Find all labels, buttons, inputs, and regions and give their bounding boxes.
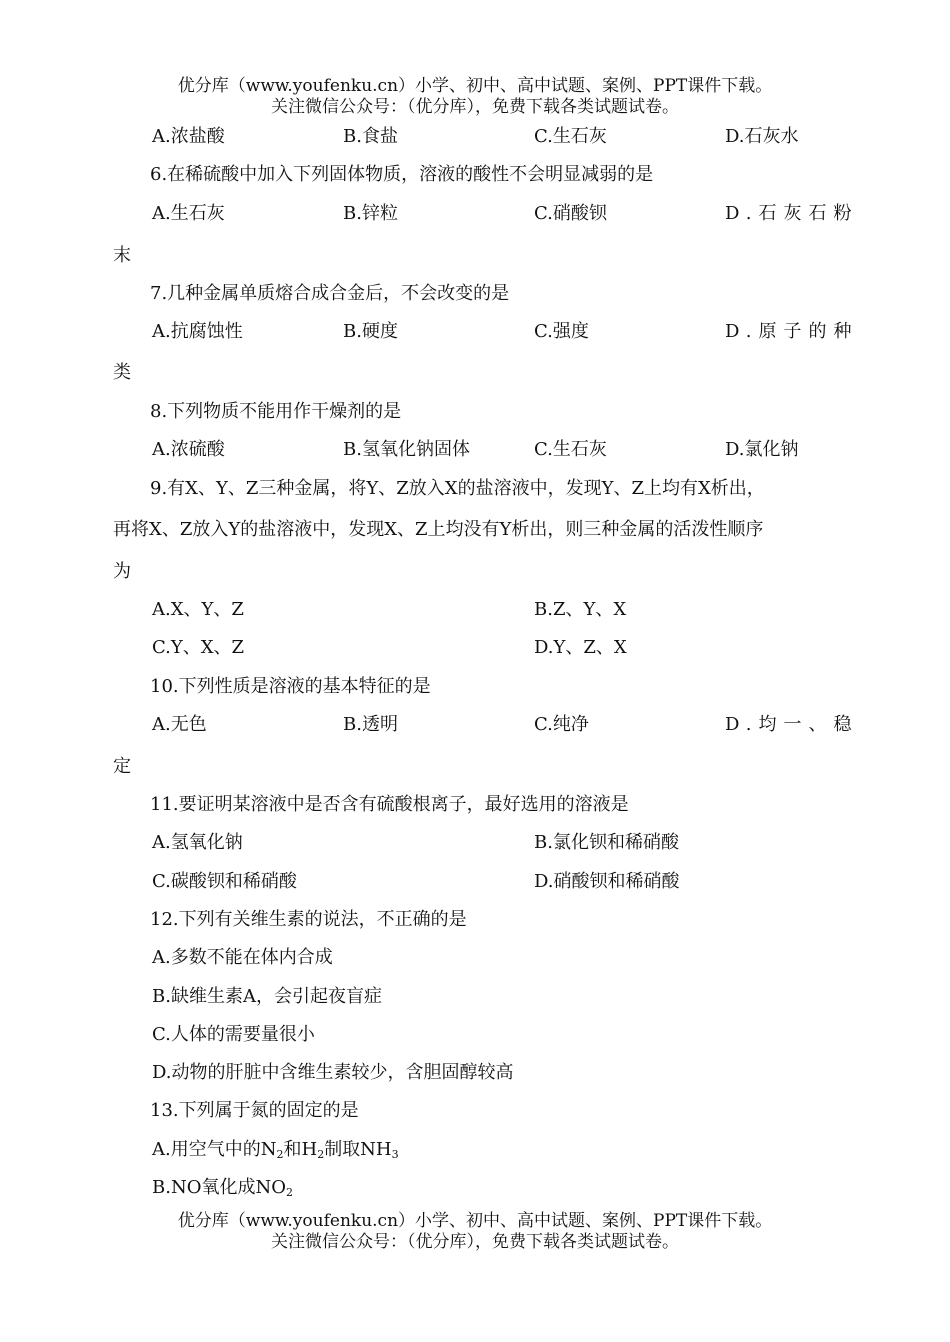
q5-option-c: C.生石灰: [534, 126, 607, 147]
q12-option-b: B.缺维生素A，会引起夜盲症: [152, 986, 382, 1007]
q12-stem: 12.下列有关维生素的说法，不正确的是: [150, 909, 467, 930]
q13-option-a: A.用空气中的$N_2$和$H_2$制取$NH_3$: [152, 1139, 399, 1161]
q6-stem: 6.在稀硫酸中加入下列固体物质，溶液的酸性不会明显减弱的是: [150, 164, 654, 185]
q9-stem-line-2: 再将X、Z放入Y的盐溶液中，发现X、Z上均没有Y析出，则三种金属的活泼性顺序: [113, 519, 764, 540]
q7-stem: 7.几种金属单质熔合成合金后，不会改变的是: [150, 283, 510, 304]
q9-stem-line-3: 为: [113, 561, 131, 582]
q10-option-b: B.透明: [343, 714, 398, 735]
q11-stem: 11.要证明某溶液中是否含有硫酸根离子，最好选用的溶液是: [150, 794, 629, 815]
q7-option-d: D.原子的种: [725, 321, 859, 342]
q12-option-c: C.人体的需要量很小: [152, 1024, 315, 1045]
q6-option-b: B.锌粒: [343, 203, 398, 224]
q5-option-d: D.石灰水: [725, 126, 799, 147]
q13-stem: 13.下列属于氮的固定的是: [150, 1100, 359, 1121]
q5-option-b: B.食盐: [343, 126, 398, 147]
q10-option-a: A.无色: [152, 714, 207, 735]
page-header: [0, 76, 950, 118]
q11-option-a: A.氢氧化钠: [152, 832, 243, 853]
q8-option-c: C.生石灰: [534, 439, 607, 460]
q9-option-a: A.X、Y、Z: [152, 599, 244, 620]
q6-option-d: D.石灰石粉: [725, 203, 859, 224]
q6-option-a: A.生石灰: [152, 203, 225, 224]
q8-option-b: B.氢氧化钠固体: [343, 439, 470, 460]
q11-option-c: C.碳酸钡和稀硝酸: [152, 871, 297, 892]
q6-option-c: C.硝酸钡: [534, 203, 607, 224]
q8-option-d: D.氯化钠: [725, 439, 799, 460]
q9-option-c: C.Y、X、Z: [152, 637, 245, 658]
footer-line-1: 优分库（www.youfenku.cn）小学、初中、高中试题、案例、PPT课件下载。: [177, 1211, 773, 1231]
q10-stem: 10.下列性质是溶液的基本特征的是: [150, 676, 431, 697]
q8-option-a: A.浓硫酸: [152, 439, 225, 460]
q7-option-d-continued: 类: [113, 362, 131, 383]
header-line-1: 优分库（www.youfenku.cn）小学、初中、高中试题、案例、PPT课件下载。: [177, 76, 773, 96]
page-footer: [0, 1211, 950, 1253]
footer-line-2: 关注微信公众号：（优分库），免费下载各类试题试卷。: [271, 1232, 679, 1252]
q9-option-d: D.Y、Z、X: [534, 637, 627, 658]
q10-option-d-continued: 定: [113, 756, 131, 777]
q10-option-d: D.均一、稳: [725, 714, 859, 735]
q6-option-d-continued: 末: [113, 245, 131, 266]
q7-option-a: A.抗腐蚀性: [152, 321, 243, 342]
header-line-2: 关注微信公众号：（优分库），免费下载各类试题试卷。: [271, 97, 679, 117]
q12-option-a: A.多数不能在体内合成: [152, 947, 333, 968]
q8-stem: 8.下列物质不能用作干燥剂的是: [150, 401, 402, 422]
q9-option-b: B.Z、Y、X: [534, 599, 627, 620]
q7-option-b: B.硬度: [343, 321, 398, 342]
q5-option-a: A.浓盐酸: [152, 126, 225, 147]
q9-stem-line-1: 9.有X、Y、Z三种金属，将Y、Z放入X的盐溶液中，发现Y、Z上均有X析出，: [150, 478, 765, 499]
q7-option-c: C.强度: [534, 321, 589, 342]
q11-option-b: B.氯化钡和稀硝酸: [534, 832, 679, 853]
q12-option-d: D.动物的肝脏中含维生素较少，含胆固醇较高: [152, 1062, 514, 1083]
q13-option-b: B.NO氧化成$NO_2$: [152, 1177, 293, 1199]
q11-option-d: D.硝酸钡和稀硝酸: [534, 871, 680, 892]
q10-option-c: C.纯净: [534, 714, 589, 735]
